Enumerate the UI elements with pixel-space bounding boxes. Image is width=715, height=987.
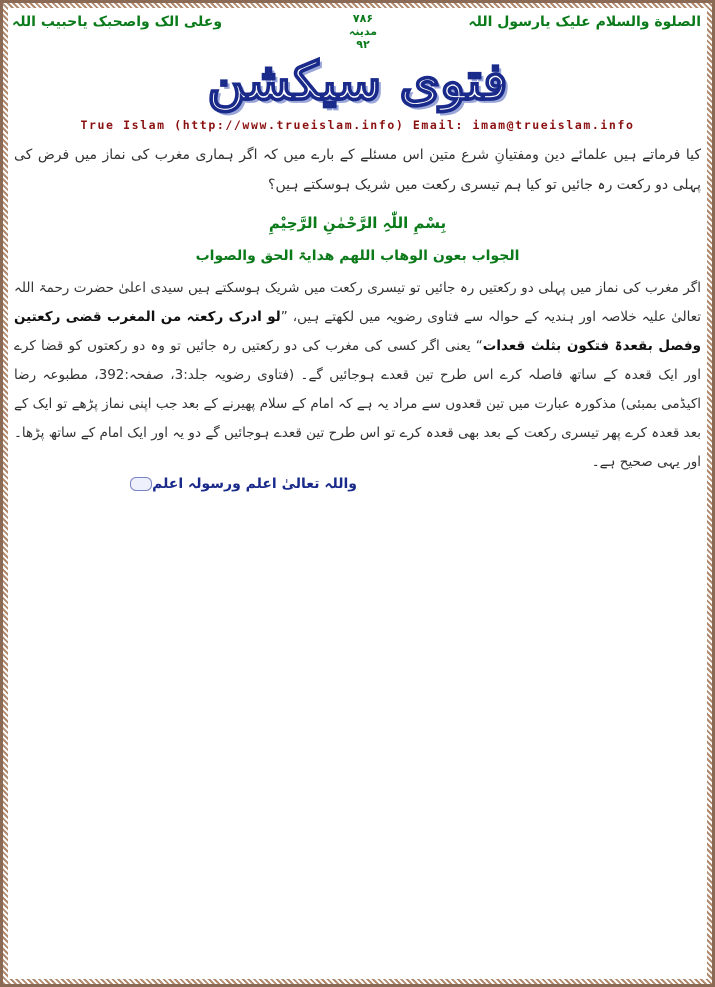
header (8, 12, 707, 54)
seal-number-bottom: ۹۲ (356, 38, 370, 51)
seal-number-top: ۷۸۶ (352, 12, 374, 25)
arabic-quote: لو ادرک رکعتہ من المغرب قضی رکعتین وفصل بقعدۃ فتکون بثلث قعدات (14, 309, 701, 354)
salutation-right: الصلوة والسلام علیک یارسول اللہ (468, 14, 701, 30)
answer-text (14, 274, 701, 477)
bismillah: بِسْمِ اللّٰہِ الرَّحْمٰنِ الرَّحِیْمِ (268, 214, 447, 232)
salutation-left: وعلی الک واصحبک یاحبیب اللہ (12, 14, 223, 30)
site-contact-line: True Islam (http://www.trueislam.info) Email: imam@trueislam.info (80, 118, 635, 132)
honorific-icon (130, 477, 152, 491)
answer-part-1: اگر مغرب کی نماز میں پہلی دو رکعتیں رہ جائیں تو تیسری رکعت میں شریک ہوسکتے ہیں سیدی اعلیٰ حضرت رحمۃ اللہ تعالیٰ علیہ خلاصہ اور ہندیہ کے حوالہ سے فتاوی رضویہ میں لکھتے ہیں، ” (14, 280, 701, 325)
page-title: فتوی سیکشن (207, 51, 508, 112)
seal-word: مدینہ (348, 25, 378, 38)
closing-line (126, 476, 357, 492)
madina-seal (333, 12, 393, 51)
answer-heading: الجواب بعون الوھاب اللھم ھدایۃ الحق والصواب (195, 248, 520, 264)
answer-part-2: “ یعنی اگر کسی کی مغرب کی دو رکعتیں رہ جائیں تو وہ دو رکعتوں کو قضا کرے اور ایک قعدہ کے ساتھ فاصلہ کرے اس طرح تین قعدے ہوجائیں گے۔ (فتاوی رضویہ جلد:3، صفحہ:392، مطبوعہ رضا اکیڈمی بمبئی) مذکورہ عبارت میں تین قعدوں سے مراد یہ ہے کہ امام کے سلام پھیرنے کے بعد جب اپنی نماز پڑھے تو ایک کے بعد قعدہ کرے پھر تیسری رکعت کے بعد بھی قعدہ کرے تو اس طرح تین قعدے ہوجائیں گے دو یہ اور ایک امام کے ساتھ پڑھا۔ اور یہی صحیح ہے۔ (14, 338, 701, 470)
page-content (8, 8, 707, 979)
closing-text: واللہ تعالیٰ اعلم ورسولہ اعلم (152, 476, 357, 492)
question-text: کیا فرماتے ہیں علمائے دین ومفتیانِ شرع متین اس مسئلے کے بارے میں کہ اگر ہماری مغرب کی نماز میں فرض کی پہلی دو رکعت رہ جائیں تو کیا ہم تیسری رکعت میں شریک ہوسکتے ہیں؟ (14, 147, 701, 193)
